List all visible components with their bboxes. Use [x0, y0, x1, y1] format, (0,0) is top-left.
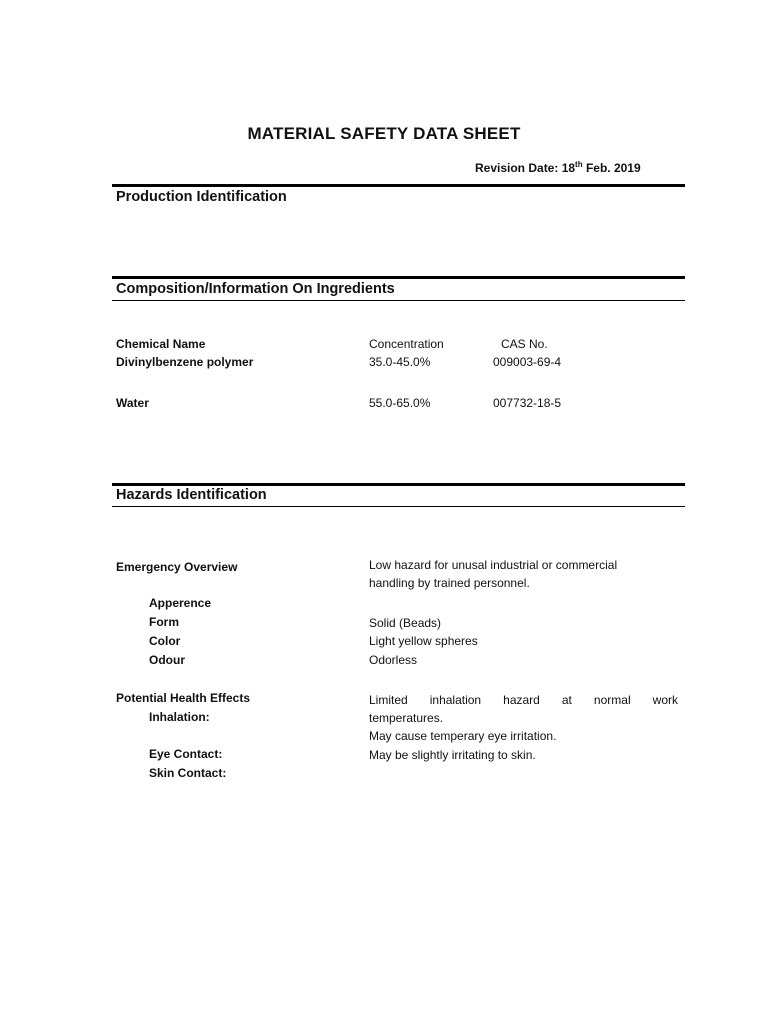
inhalation-label: Inhalation: — [149, 710, 210, 724]
ingredient-cas: 009003-69-4 — [493, 355, 562, 369]
inhalation-text-line2: temperatures. — [369, 711, 444, 725]
revision-date-suffix: Feb. 2019 — [582, 161, 641, 175]
revision-date-ordinal: th — [575, 160, 583, 169]
column-header-chemical-name: Chemical Name — [116, 337, 206, 351]
emergency-overview-text-line2: handling by trained personnel. — [369, 576, 530, 590]
section-heading-hazards: Hazards Identification — [116, 487, 267, 503]
column-header-concentration: Concentration — [369, 337, 444, 351]
document-title: MATERIAL SAFETY DATA SHEET — [247, 124, 521, 143]
form-value: Solid (Beads) — [369, 616, 442, 630]
section-rule-top — [112, 483, 685, 486]
skin-contact-label: Skin Contact: — [149, 766, 227, 780]
emergency-overview-text-line1: Low hazard for unusal industrial or commercial — [369, 558, 618, 572]
revision-date-prefix: Revision Date: 18 — [475, 161, 576, 175]
odour-value: Odorless — [369, 653, 418, 667]
skin-contact-text: May be slightly irritating to skin. — [369, 748, 536, 762]
odour-label: Odour — [149, 653, 185, 667]
ingredient-concentration: 35.0-45.0% — [369, 355, 431, 369]
color-label: Color — [149, 634, 181, 648]
eye-contact-text: May cause temperary eye irritation. — [369, 729, 557, 743]
emergency-overview-label: Emergency Overview — [116, 560, 238, 574]
form-label: Form — [149, 615, 179, 629]
appearance-label: Apperence — [149, 596, 212, 610]
color-value: Light yellow spheres — [369, 634, 478, 648]
section-heading-composition: Composition/Information On Ingredients — [116, 281, 395, 297]
ingredient-name: Divinylbenzene polymer — [116, 355, 254, 369]
ingredient-name: Water — [116, 396, 149, 410]
health-effects-label: Potential Health Effects — [116, 691, 251, 705]
section-rule-top — [112, 184, 685, 187]
eye-contact-label: Eye Contact: — [149, 747, 223, 761]
ingredient-concentration: 55.0-65.0% — [369, 396, 431, 410]
revision-date — [475, 161, 641, 175]
column-header-cas-no: CAS No. — [501, 337, 548, 351]
section-rule-bottom — [112, 506, 685, 507]
inhalation-text-line1: Limited inhalation hazard at normal work — [369, 693, 678, 707]
section-rule-bottom — [112, 300, 685, 301]
section-heading-production: Production Identification — [116, 189, 287, 205]
section-rule-top — [112, 276, 685, 279]
ingredient-cas: 007732-18-5 — [493, 396, 562, 410]
